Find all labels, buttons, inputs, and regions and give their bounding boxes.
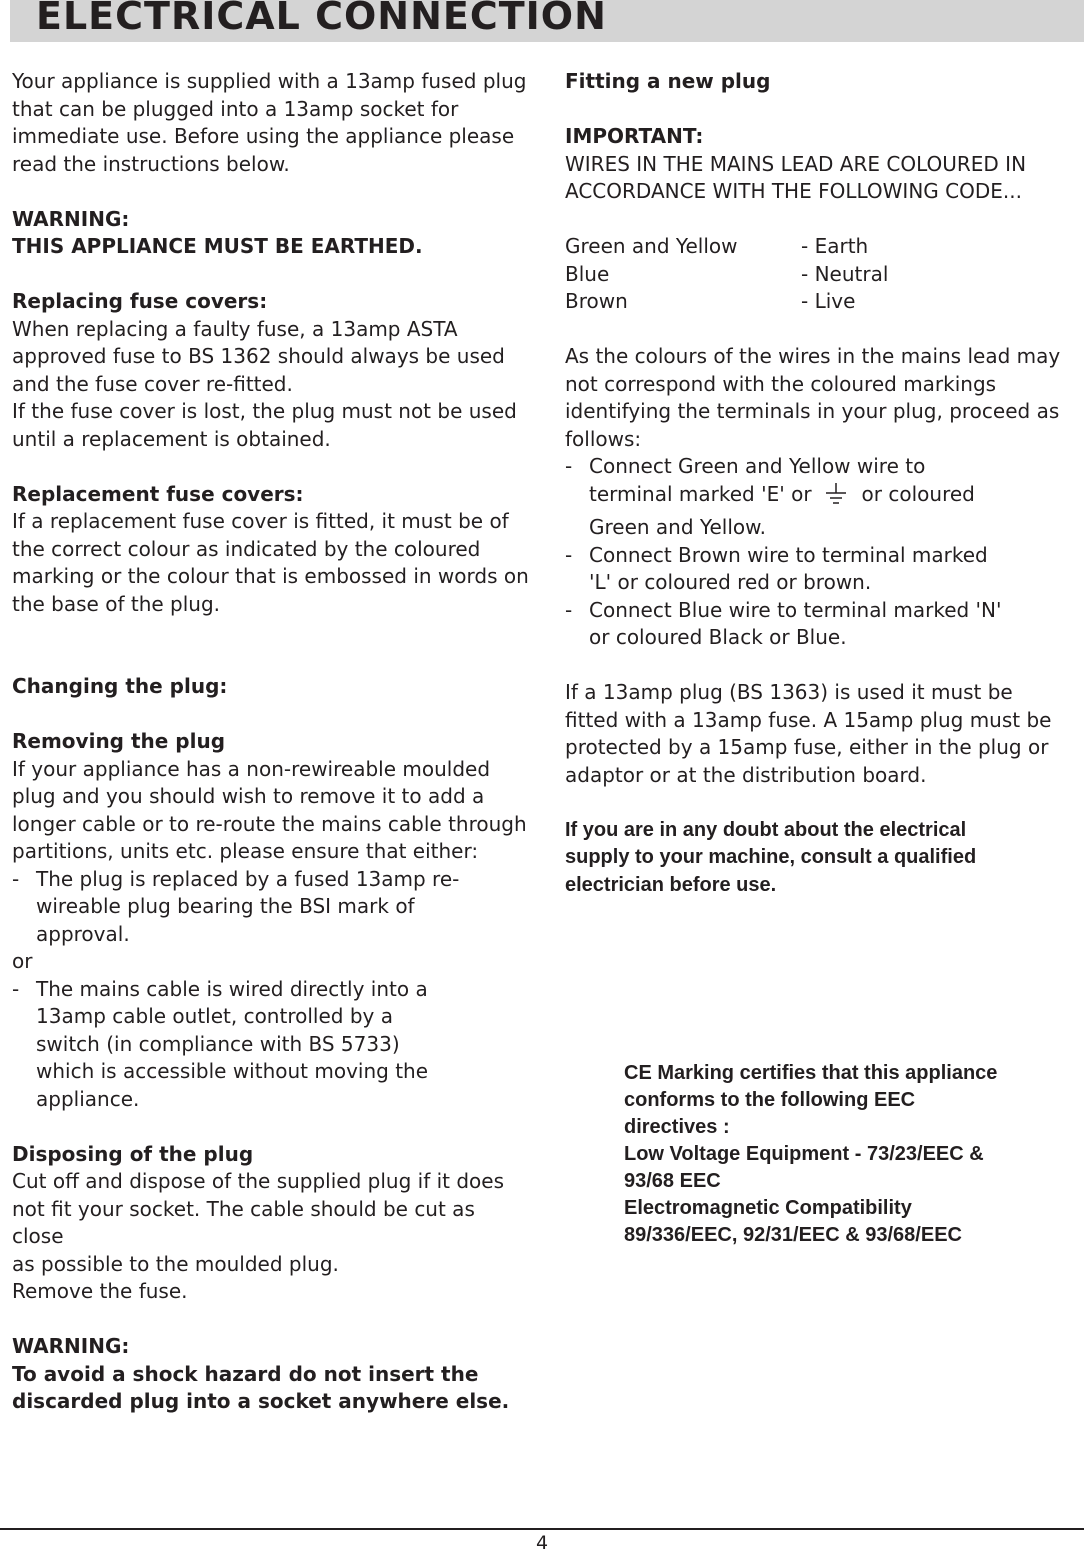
text-line: longer cable or to re-route the mains cable through: [12, 811, 527, 836]
text-line: switch (in compliance with BS 5733): [36, 1031, 400, 1056]
text-line: partitions, units etc. please ensure that either:: [12, 839, 479, 863]
list-item: [12, 976, 532, 1114]
list-item: [565, 597, 1065, 652]
removing-paragraph: [12, 756, 532, 866]
text-line: the correct colour as indicated by the coloured: [12, 536, 481, 561]
text-line: not correspond with the coloured markings: [565, 371, 997, 396]
text-line: If a replacement fuse cover is fitted, it must be of: [12, 509, 509, 533]
text-line: Green and Yellow.: [589, 515, 767, 539]
text-line: conforms to the following EEC: [624, 1089, 916, 1111]
section-heading: Replacing fuse covers:: [12, 289, 268, 313]
important-label: IMPORTANT:: [565, 124, 704, 148]
text-line: plug and you should wish to remove it to add a: [12, 784, 485, 808]
title-bar: [10, 0, 1084, 42]
text-line: until a replacement is obtained.: [12, 426, 331, 451]
text-line: Remove the fuse.: [12, 1279, 188, 1303]
text-line: Cut off and dispose of the supplied plug if it does: [12, 1169, 505, 1193]
text-line: supply to your machine, consult a qualified: [565, 846, 977, 868]
section-heading: Changing the plug:: [12, 674, 228, 698]
dash-marker: -: [12, 976, 20, 1001]
page-title: ELECTRICAL CONNECTION: [36, 0, 607, 38]
text-line: If your appliance has a non-rewireable moulded: [12, 756, 491, 781]
wire-colour: Blue: [565, 261, 610, 286]
text-line: and the fuse cover re-fitted.: [12, 371, 293, 396]
text-line: follows:: [565, 426, 642, 451]
dash-marker: -: [565, 542, 573, 567]
text-line: The mains cable is wired directly into a: [36, 976, 428, 1001]
replacing-paragraph: [12, 316, 532, 454]
text-line: If the fuse cover is lost, the plug must not be used: [12, 399, 517, 423]
text-line: Electromagnetic Compatibility: [624, 1197, 912, 1219]
section-heading: Disposing of the plug: [12, 1141, 254, 1166]
text-fragment: terminal marked 'E' or: [589, 481, 812, 506]
text-line: electrician before use.: [565, 873, 777, 896]
section-heading: Fitting a new plug: [565, 69, 771, 93]
disposing-paragraph: [12, 1168, 532, 1306]
text-line: 93/68 EEC: [624, 1170, 721, 1192]
list-item: [12, 866, 532, 949]
text-line: identifying the terminals in your plug, proceed as: [565, 399, 1060, 423]
page-number: 4: [535, 1532, 549, 1554]
or-text: or: [12, 949, 33, 973]
text-line: 89/336/EEC, 92/31/EEC & 93/68/EEC: [624, 1224, 962, 1246]
text-fragment: or coloured: [861, 481, 975, 506]
text-line: directives :: [624, 1116, 730, 1138]
dash-marker: -: [12, 866, 20, 891]
text-line: protected by a 15amp fuse, either in the plug or: [565, 735, 1049, 759]
important-text: [565, 151, 1065, 206]
section-heading: Replacement fuse covers:: [12, 481, 304, 506]
text-line: or coloured Black or Blue.: [589, 625, 847, 649]
text-line: not fit your socket. The cable should be cut as close: [12, 1196, 475, 1248]
earth-ground-icon: [824, 483, 848, 515]
text-line: 'L' or coloured red or brown.: [589, 570, 872, 594]
replacement-paragraph: [12, 508, 532, 618]
text-line: appliance.: [36, 1086, 140, 1111]
text-line: that can be plugged into a 13amp socket for: [12, 96, 459, 121]
wire-meaning: - Earth: [801, 234, 869, 258]
right-column: [565, 68, 1065, 899]
text-line: WIRES IN THE MAINS LEAD ARE COLOURED IN: [565, 151, 1027, 176]
wire-row: [565, 261, 1065, 289]
doubt-notice: [565, 817, 1065, 900]
fuse-paragraph: [565, 679, 1065, 789]
text-line: As the colours of the wires in the mains lead may: [565, 344, 1061, 368]
text-line: fitted with a 13amp fuse. A 15amp plug must be: [565, 707, 1052, 732]
text-line: approved fuse to BS 1362 should always be used: [12, 344, 505, 368]
list-item: [565, 542, 1065, 597]
text-line: as possible to the moulded plug.: [12, 1251, 339, 1276]
text-line: When replacing a faulty fuse, a 13amp ASTA: [12, 316, 458, 341]
wire-colour: Green and Yellow: [565, 234, 738, 258]
dash-marker: -: [565, 597, 573, 622]
wire-row: [565, 288, 1065, 316]
text-line: immediate use. Before using the appliance please: [12, 124, 515, 148]
text-line: wireable plug bearing the BSI mark of: [36, 894, 415, 918]
list-item: [565, 453, 1065, 542]
text-line: Your appliance is supplied with a 13amp fused plug: [12, 69, 527, 93]
warning-label: WARNING:: [12, 206, 130, 231]
text-line: The plug is replaced by a fused 13amp re-: [36, 866, 460, 891]
wire-row: [565, 233, 1065, 261]
text-line: [589, 481, 1065, 515]
left-column: [12, 68, 532, 1416]
text-line: marking or the colour that is embossed in words on: [12, 564, 529, 588]
colours-paragraph: [565, 343, 1065, 453]
ce-marking-notice: [624, 1060, 1064, 1249]
footer-divider: [0, 1528, 1084, 1530]
wire-meaning: - Live: [801, 289, 856, 313]
dash-marker: -: [565, 454, 573, 478]
warning-text: To avoid a shock hazard do not insert the: [12, 1361, 479, 1386]
text-line: approval.: [36, 921, 130, 946]
text-line: Low Voltage Equipment - 73/23/EEC &: [624, 1143, 984, 1165]
section-heading: Removing the plug: [12, 729, 226, 753]
warning-text: THIS APPLIANCE MUST BE EARTHED.: [12, 234, 423, 258]
text-line: read the instructions below.: [12, 151, 290, 176]
text-line: If a 13amp plug (BS 1363) is used it must be: [565, 680, 1013, 704]
text-line: Connect Green and Yellow wire to: [589, 454, 926, 478]
intro-paragraph: [12, 68, 532, 178]
wire-meaning: - Neutral: [801, 261, 889, 286]
warning-label: WARNING:: [12, 1334, 130, 1358]
text-line: 13amp cable outlet, controlled by a: [36, 1004, 393, 1028]
text-line: which is accessible without moving the: [36, 1059, 429, 1083]
text-line: ACCORDANCE WITH THE FOLLOWING CODE...: [565, 179, 1022, 203]
text-line: Connect Blue wire to terminal marked 'N': [589, 597, 1002, 622]
text-line: the base of the plug.: [12, 591, 221, 616]
text-line: adaptor or at the distribution board.: [565, 762, 927, 787]
wire-colour: Brown: [565, 289, 628, 313]
text-line: CE Marking certifies that this appliance: [624, 1062, 998, 1084]
warning-text: discarded plug into a socket anywhere else.: [12, 1389, 510, 1413]
text-line: Connect Brown wire to terminal marked: [589, 542, 988, 567]
wire-colour-table: [565, 233, 1065, 316]
text-line: If you are in any doubt about the electrical: [565, 818, 967, 841]
